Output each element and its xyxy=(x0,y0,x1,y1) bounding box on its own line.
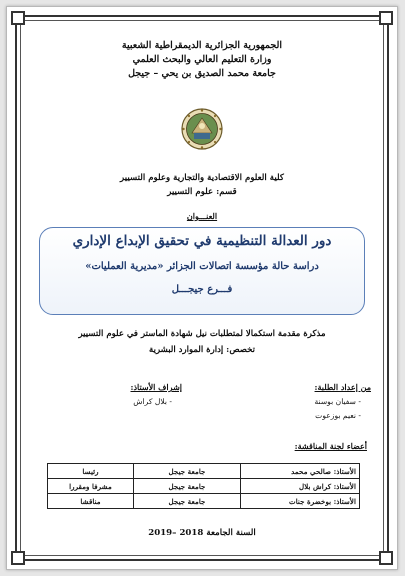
member-name: الأستاذ: صالحي محمد xyxy=(241,464,360,479)
committee-table xyxy=(47,463,360,509)
header-university: جامعة محمد الصديق بن يحي – جيجل xyxy=(128,68,276,79)
corner-ornament xyxy=(11,11,25,25)
student-name: - نعيم بوزعوت xyxy=(315,411,361,420)
supervisor-name: - بلال كراش xyxy=(133,397,172,406)
academic-year: السنة الجامعة 2018 –2019 xyxy=(148,528,256,538)
department-name: قسم: علوم التسيير xyxy=(167,187,237,197)
thesis-title: دور العدالة التنظيمية في تحقيق الإبداع الإداري xyxy=(72,233,332,249)
member-university: جامعة جيجل xyxy=(134,464,241,479)
member-university: جامعة جيجل xyxy=(134,479,241,494)
member-role: مناقشا xyxy=(48,494,134,509)
header-ministry: وزارة التعليم العالي والبحث العلمي xyxy=(132,54,272,65)
faculty-name: كلية العلوم الاقتصادية والتجارية وعلوم التسيير xyxy=(120,173,284,183)
thesis-title-box xyxy=(39,227,365,315)
title-label: العنـــوان xyxy=(186,211,218,221)
table-row xyxy=(48,494,360,509)
member-university: جامعة جيجل xyxy=(134,494,241,509)
students-section xyxy=(221,382,371,420)
university-emblem-icon xyxy=(180,107,224,151)
corner-ornament xyxy=(11,551,25,565)
committee-heading: أعضاء لجنة المناقشة: xyxy=(294,441,367,451)
member-role: رئيسا xyxy=(48,464,134,479)
thesis-subtitle: دراسة حالة مؤسسة اتصالات الجزائر «مديرية العمليات» xyxy=(85,261,319,272)
header-republic: الجمهورية الجزائرية الديمقراطية الشعبية xyxy=(121,40,283,51)
supervisor-heading: إشراف الأستاذ: xyxy=(130,382,182,392)
supervisor-section xyxy=(42,382,182,406)
member-name: الأستاذ: كراش بلال xyxy=(241,479,360,494)
memo-statement: مذكرة مقدمة استكمالا لمتطلبات نيل شهادة الماستر في علوم التسيير xyxy=(78,329,326,339)
students-heading: من إعداد الطلبة: xyxy=(314,382,371,392)
member-name: الأستاذ: بوخضرة جنات xyxy=(241,494,360,509)
table-row xyxy=(48,479,360,494)
specialization: تخصص: إدارة الموارد البشرية xyxy=(149,345,255,355)
document-page xyxy=(6,6,398,570)
student-name: - سفيان بوسنة xyxy=(314,397,361,406)
table-row xyxy=(48,464,360,479)
thesis-branch: فـــرع جيجـــل xyxy=(171,284,233,295)
corner-ornament xyxy=(379,11,393,25)
corner-ornament xyxy=(379,551,393,565)
member-role: مشرفا ومقررا xyxy=(48,479,134,494)
